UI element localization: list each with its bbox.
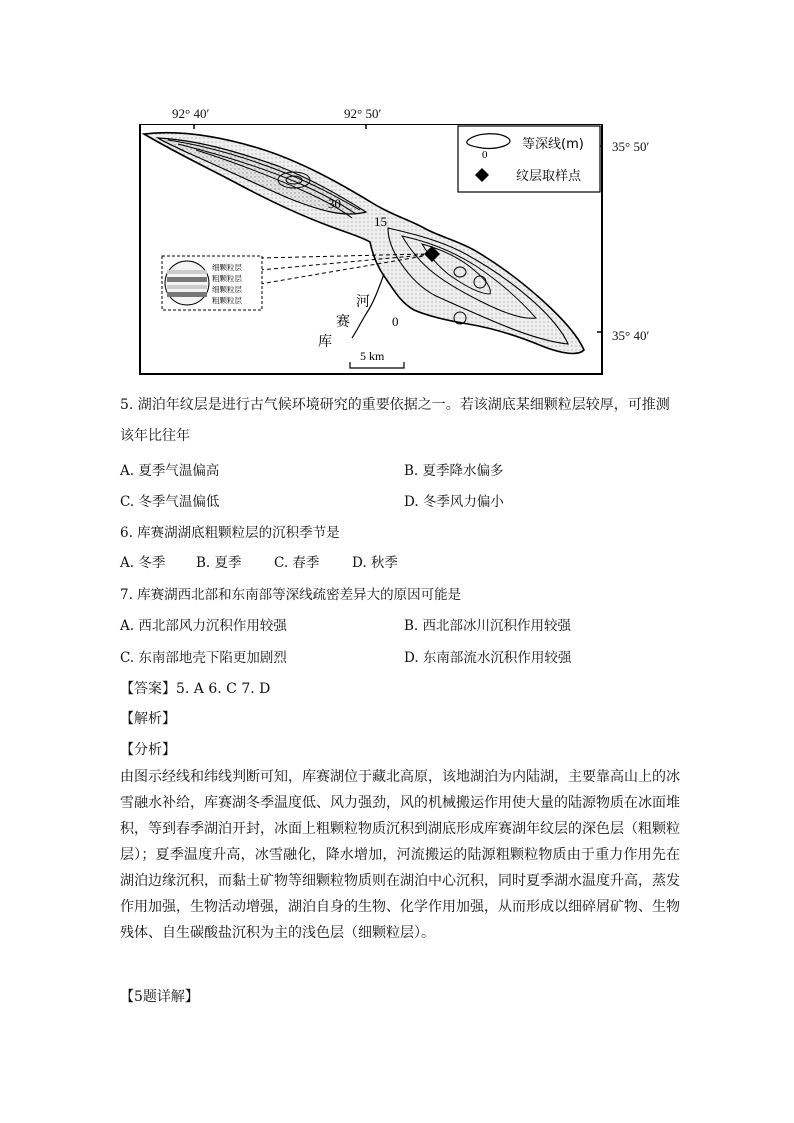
analysis-paragraph: 由图示经线和纬线判断可知，库赛湖位于藏北高原，该地湖泊为内陆湖，主要靠高山上的冰雪融水补给，库赛湖冬季温度低、风力强劲，风的机械搬运作用使大量的陆源物质在冰面堆积，等到春季湖泊开封，冰面上粗颗粒物质沉积到湖底形成库赛湖年纹层的深色层（粗颗粒层）；夏季温度升高，冰雪融化，降水增加，河流搬运的陆源粗颗粒物质由于重力作用先在湖泊边缘沉积，而黏土矿物等细颗粒物质则在湖泊中心沉积，同时夏季湖水温度升高，蒸发作用加强，生物活动增强，湖泊自身的生物、化学作用加强，从而形成以细碎屑矿物、生物残体、自生碳酸盐沉积为主的浅色层（细颗粒层）。: [120, 769, 680, 941]
lon-label-2: 92° 50′: [344, 106, 382, 121]
lat-label-1: 35° 50′: [612, 139, 650, 154]
inset-layer-band-4: [167, 292, 207, 297]
depth-label-15: 15: [374, 214, 387, 229]
inset-label-1: 细颗粒层: [212, 263, 242, 272]
answer-line: 【答案】5. A 6. C 7. D: [120, 681, 271, 697]
jiexi-heading: 【解析】: [120, 711, 176, 727]
q7-option-b: B. 西北部冰川沉积作用较强: [404, 618, 572, 634]
depth-label-30: 30: [328, 196, 341, 211]
scale-label: 5 km: [360, 349, 385, 363]
lon-label-1: 92° 40′: [172, 106, 210, 121]
legend-contour-zero: 0: [482, 149, 488, 161]
legend-sample-label: 纹层取样点: [516, 169, 582, 184]
q6-option-c: C. 春季: [274, 555, 320, 571]
q6-option-b: B. 夏季: [196, 555, 242, 571]
q6-stem: 6. 库赛湖湖底粗颗粒层的沉积季节是: [120, 525, 340, 541]
river-char-2: 赛: [336, 314, 350, 330]
legend-contour-label: 等深线(m): [522, 137, 584, 152]
inset-layer-band-2: [167, 277, 207, 282]
q7-option-d: D. 东南部流水沉积作用较强: [404, 650, 572, 666]
q5-option-a: A. 夏季气温偏高: [120, 463, 220, 479]
q5-stem-line2: 该年比往年: [120, 428, 190, 444]
fenxi-heading: 【分析】: [120, 742, 176, 758]
detail5-heading: 【5题详解】: [120, 989, 199, 1005]
inset-core-circle: [165, 261, 209, 305]
lat-label-2: 35° 40′: [612, 328, 650, 343]
inset-label-4: 粗颗粒层: [212, 296, 242, 305]
q6-option-d: D. 秋季: [352, 555, 398, 571]
q5-option-d: D. 冬季风力偏小: [404, 494, 504, 510]
q7-option-a: A. 西北部风力沉积作用较强: [120, 618, 287, 634]
depth-label-0: 0: [392, 314, 399, 329]
lake-map: [138, 124, 606, 376]
q5-option-c: C. 冬季气温偏低: [120, 494, 220, 510]
lake-map-svg: [138, 124, 606, 376]
river-char-1: 河: [356, 294, 370, 310]
river-char-3: 库: [318, 334, 332, 350]
inset-label-2: 粗颗粒层: [212, 274, 242, 283]
q5-option-b: B. 夏季降水偏多: [404, 463, 504, 479]
q6-option-a: A. 冬季: [120, 555, 166, 571]
inset-layer-band-3: [167, 285, 207, 289]
q7-stem: 7. 库赛湖西北部和东南部等深线疏密差异大的原因可能是: [120, 587, 462, 603]
inset-label-3: 细颗粒层: [212, 285, 242, 294]
q7-option-c: C. 东南部地壳下陷更加剧烈: [120, 650, 287, 666]
q5-stem-line1: 5. 湖泊年纹层是进行古气候环境研究的重要依据之一。若该湖底某细颗粒层较厚，可推测: [120, 397, 670, 413]
inset-layer-band-1: [167, 270, 207, 274]
